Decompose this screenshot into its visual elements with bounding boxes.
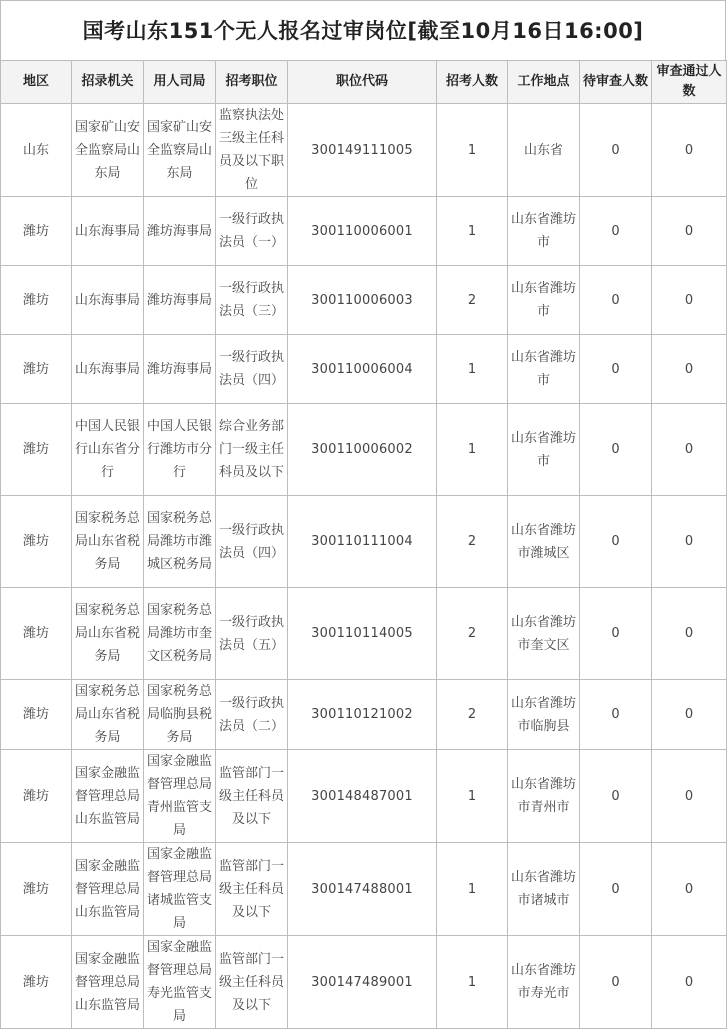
passed-count-cell: 0 (652, 588, 727, 680)
region-cell: 潍坊 (1, 750, 72, 843)
department-cell: 潍坊海事局 (144, 266, 216, 335)
table-row (1, 335, 727, 404)
region-cell: 潍坊 (1, 404, 72, 496)
location-cell: 山东省 (508, 104, 580, 197)
agency-cell: 中国人民银行山东省分行 (72, 404, 144, 496)
agency-cell: 国家税务总局山东省税务局 (72, 680, 144, 750)
agency-cell: 山东海事局 (72, 335, 144, 404)
headcount-cell: 1 (437, 750, 508, 843)
headcount-cell: 1 (437, 936, 508, 1029)
agency-cell: 国家税务总局山东省税务局 (72, 588, 144, 680)
headcount-cell: 2 (437, 266, 508, 335)
position-cell: 监管部门一级主任科员及以下 (216, 936, 288, 1029)
pending-count-cell: 0 (580, 197, 652, 266)
agency-cell: 国家金融监督管理总局山东监管局 (72, 936, 144, 1029)
pending-count-cell: 0 (580, 496, 652, 588)
location-cell: 山东省潍坊市 (508, 404, 580, 496)
position-code-cell: 300110006004 (288, 335, 437, 404)
headcount-cell: 2 (437, 588, 508, 680)
department-cell: 国家税务总局潍坊市奎文区税务局 (144, 588, 216, 680)
passed-count-cell: 0 (652, 404, 727, 496)
passed-count-cell: 0 (652, 680, 727, 750)
location-cell: 山东省潍坊市 (508, 197, 580, 266)
pending-count-cell: 0 (580, 843, 652, 936)
location-cell: 山东省潍坊市寿光市 (508, 936, 580, 1029)
column-header: 招考人数 (437, 61, 508, 104)
pending-count-cell: 0 (580, 936, 652, 1029)
location-cell: 山东省潍坊市潍城区 (508, 496, 580, 588)
table-header-row (1, 61, 727, 104)
table-row (1, 496, 727, 588)
position-code-cell: 300110006001 (288, 197, 437, 266)
passed-count-cell: 0 (652, 936, 727, 1029)
position-cell: 一级行政执法员（四） (216, 335, 288, 404)
table-row (1, 104, 727, 197)
pending-count-cell: 0 (580, 404, 652, 496)
pending-count-cell: 0 (580, 266, 652, 335)
pending-count-cell: 0 (580, 680, 652, 750)
table-row (1, 750, 727, 843)
department-cell: 国家税务总局临朐县税务局 (144, 680, 216, 750)
pending-count-cell: 0 (580, 588, 652, 680)
position-cell: 综合业务部门一级主任科员及以下 (216, 404, 288, 496)
position-code-cell: 300149111005 (288, 104, 437, 197)
table-row (1, 266, 727, 335)
headcount-cell: 2 (437, 496, 508, 588)
column-header: 地区 (1, 61, 72, 104)
position-code-cell: 300110111004 (288, 496, 437, 588)
table-row (1, 588, 727, 680)
column-header: 招考职位 (216, 61, 288, 104)
location-cell: 山东省潍坊市 (508, 266, 580, 335)
headcount-cell: 1 (437, 404, 508, 496)
table-row (1, 843, 727, 936)
table-row (1, 197, 727, 266)
passed-count-cell: 0 (652, 335, 727, 404)
headcount-cell: 1 (437, 843, 508, 936)
department-cell: 潍坊海事局 (144, 335, 216, 404)
department-cell: 中国人民银行潍坊市分行 (144, 404, 216, 496)
region-cell: 潍坊 (1, 588, 72, 680)
headcount-cell: 2 (437, 680, 508, 750)
column-header: 工作地点 (508, 61, 580, 104)
table-row (1, 404, 727, 496)
department-cell: 国家矿山安全监察局山东局 (144, 104, 216, 197)
agency-cell: 国家矿山安全监察局山东局 (72, 104, 144, 197)
region-cell: 山东 (1, 104, 72, 197)
region-cell: 潍坊 (1, 843, 72, 936)
position-code-cell: 300110006003 (288, 266, 437, 335)
location-cell: 山东省潍坊市临朐县 (508, 680, 580, 750)
location-cell: 山东省潍坊市诸城市 (508, 843, 580, 936)
column-header: 职位代码 (288, 61, 437, 104)
position-code-cell: 300110121002 (288, 680, 437, 750)
location-cell: 山东省潍坊市青州市 (508, 750, 580, 843)
position-cell: 监管部门一级主任科员及以下 (216, 843, 288, 936)
column-header: 审查通过人数 (652, 61, 727, 104)
page-title: 国考山东151个无人报名过审岗位[截至10月16日16:00] (0, 0, 726, 60)
agency-cell: 山东海事局 (72, 197, 144, 266)
pending-count-cell: 0 (580, 335, 652, 404)
position-code-cell: 300148487001 (288, 750, 437, 843)
region-cell: 潍坊 (1, 197, 72, 266)
passed-count-cell: 0 (652, 266, 727, 335)
passed-count-cell: 0 (652, 197, 727, 266)
agency-cell: 国家税务总局山东省税务局 (72, 496, 144, 588)
department-cell: 国家金融监督管理总局诸城监管支局 (144, 843, 216, 936)
position-code-cell: 300110006002 (288, 404, 437, 496)
passed-count-cell: 0 (652, 104, 727, 197)
department-cell: 潍坊海事局 (144, 197, 216, 266)
column-header: 招录机关 (72, 61, 144, 104)
position-code-cell: 300110114005 (288, 588, 437, 680)
position-cell: 一级行政执法员（一） (216, 197, 288, 266)
headcount-cell: 1 (437, 197, 508, 266)
headcount-cell: 1 (437, 104, 508, 197)
region-cell: 潍坊 (1, 680, 72, 750)
agency-cell: 山东海事局 (72, 266, 144, 335)
region-cell: 潍坊 (1, 335, 72, 404)
table-row (1, 936, 727, 1029)
position-code-cell: 300147488001 (288, 843, 437, 936)
region-cell: 潍坊 (1, 496, 72, 588)
column-header: 用人司局 (144, 61, 216, 104)
department-cell: 国家税务总局潍坊市潍城区税务局 (144, 496, 216, 588)
position-code-cell: 300147489001 (288, 936, 437, 1029)
passed-count-cell: 0 (652, 843, 727, 936)
passed-count-cell: 0 (652, 750, 727, 843)
agency-cell: 国家金融监督管理总局山东监管局 (72, 750, 144, 843)
positions-table (0, 60, 727, 1029)
location-cell: 山东省潍坊市 (508, 335, 580, 404)
position-cell: 一级行政执法员（四） (216, 496, 288, 588)
pending-count-cell: 0 (580, 104, 652, 197)
passed-count-cell: 0 (652, 496, 727, 588)
position-cell: 一级行政执法员（二） (216, 680, 288, 750)
position-cell: 监察执法处三级主任科员及以下职位 (216, 104, 288, 197)
column-header: 待审查人数 (580, 61, 652, 104)
position-cell: 监管部门一级主任科员及以下 (216, 750, 288, 843)
table-row (1, 680, 727, 750)
headcount-cell: 1 (437, 335, 508, 404)
position-cell: 一级行政执法员（五） (216, 588, 288, 680)
department-cell: 国家金融监督管理总局青州监管支局 (144, 750, 216, 843)
location-cell: 山东省潍坊市奎文区 (508, 588, 580, 680)
region-cell: 潍坊 (1, 936, 72, 1029)
agency-cell: 国家金融监督管理总局山东监管局 (72, 843, 144, 936)
department-cell: 国家金融监督管理总局寿光监管支局 (144, 936, 216, 1029)
position-cell: 一级行政执法员（三） (216, 266, 288, 335)
region-cell: 潍坊 (1, 266, 72, 335)
pending-count-cell: 0 (580, 750, 652, 843)
